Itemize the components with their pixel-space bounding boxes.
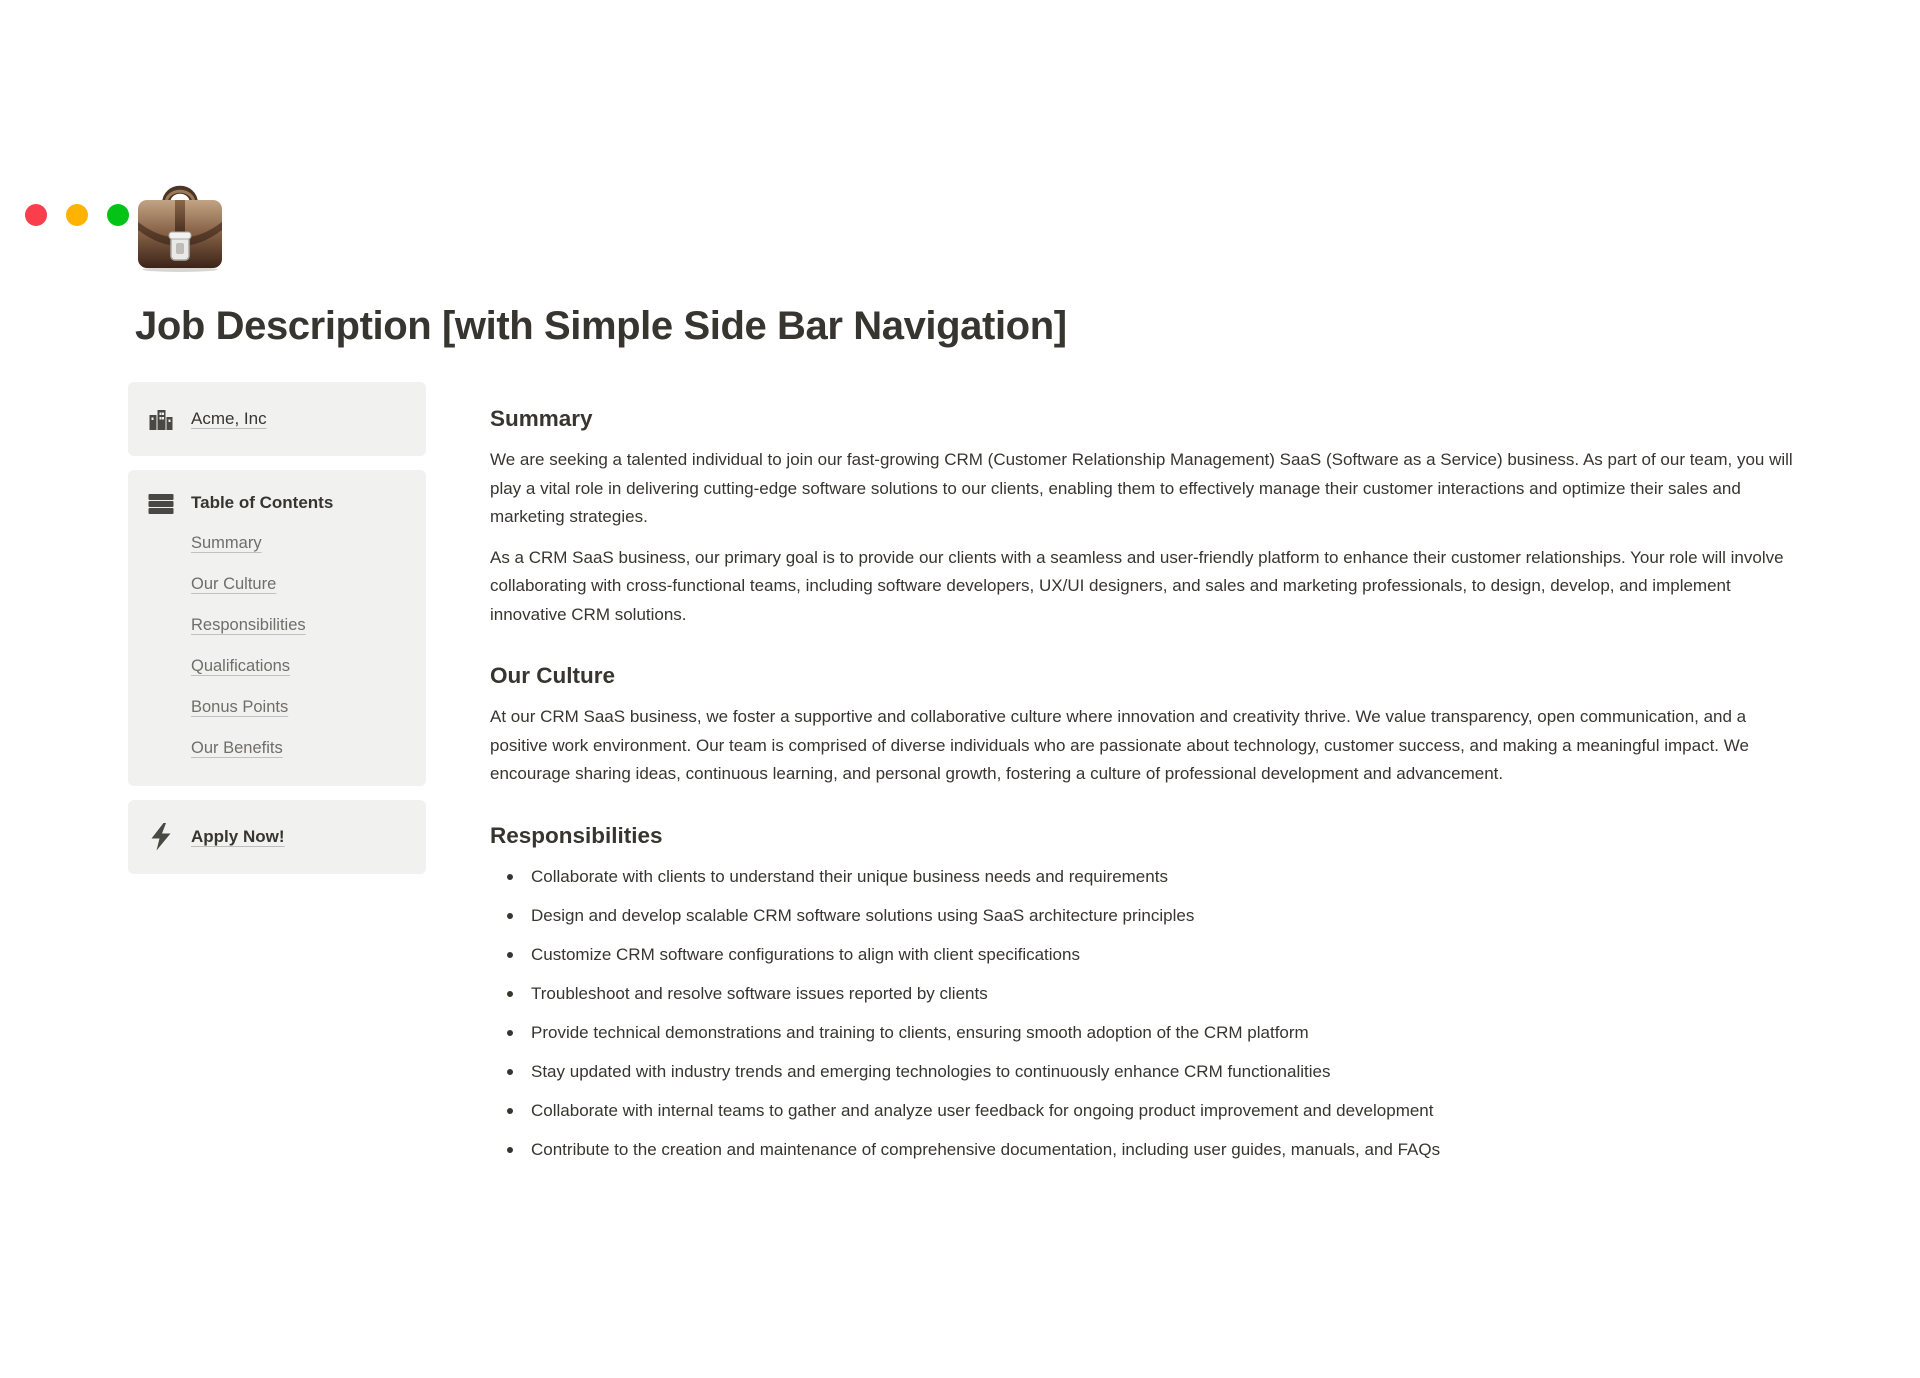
page-title: Job Description [with Simple Side Bar Navigation]	[135, 304, 1067, 348]
toc-title: Table of Contents	[191, 493, 334, 512]
company-page-link[interactable]: Acme, Inc	[191, 409, 267, 428]
section-heading: Summary	[490, 406, 593, 431]
sidebar-apply-card[interactable]	[128, 800, 426, 874]
notion-page	[0, 178, 1920, 1196]
toc-link-our-benefits[interactable]: Our Benefits	[191, 739, 283, 757]
paragraph: As a CRM SaaS business, our primary goal is to provide our clients with a seamless and user-friendly platform to enhance their customer relationships. Your role will involve collaborating with cross-functional teams, including software developers, UX/UI designers, and sales and marketing professionals, to design, develop, and implement innovative CRM solutions.	[490, 547, 1784, 624]
toc-link-bonus-points[interactable]: Bonus Points	[191, 698, 289, 716]
minimize-icon[interactable]	[66, 204, 88, 226]
toc-link-qualifications[interactable]: Qualifications	[191, 657, 291, 675]
sidebar-company-card[interactable]	[128, 382, 426, 456]
paragraph: At our CRM SaaS business, we foster a supportive and collaborative culture where innovation and creativity thrive. We value transparency, open communication, and a positive work environment. Our team is comprised of diverse individuals who are passionate about technology, customer success, and making a meaningful impact. We encourage sharing ideas, continuous learning, and personal growth, fostering a culture of professional development and advancement.	[490, 707, 1749, 783]
section-responsibilities	[490, 821, 1806, 1165]
office-buildings-icon	[148, 406, 174, 432]
briefcase-icon	[135, 178, 225, 272]
list-item: Contribute to the creation and maintenance of comprehensive documentation, including user guides, manuals, and FAQs	[490, 1136, 1806, 1165]
sidebar-toc-card	[128, 470, 426, 786]
toc-link-responsibilities[interactable]: Responsibilities	[191, 616, 306, 634]
close-button[interactable]	[25, 204, 47, 226]
list-item: Collaborate with internal teams to gather and analyze user feedback for ongoing product improvement and development	[490, 1097, 1806, 1126]
zoom-button[interactable]	[107, 204, 129, 226]
toc-header	[148, 490, 406, 516]
responsibilities-list	[490, 863, 1806, 1165]
list-item: Troubleshoot and resolve software issues reported by clients	[490, 980, 1806, 1009]
lightning-bolt-icon	[148, 824, 174, 850]
toc-link-summary[interactable]: Summary	[191, 534, 262, 552]
list-item: Provide technical demonstrations and training to clients, ensuring smooth adoption of the CRM platform	[490, 1019, 1806, 1048]
document-body	[490, 382, 1806, 1196]
minimize-button[interactable]	[66, 204, 88, 226]
list-item: Stay updated with industry trends and emerging technologies to continuously enhance CRM functionalities	[490, 1058, 1806, 1087]
toc-link-our-culture[interactable]: Our Culture	[191, 575, 277, 593]
list-item: Customize CRM software configurations to align with client specifications	[490, 941, 1806, 970]
list-menu-icon	[148, 490, 174, 516]
list-item: Design and develop scalable CRM software solutions using SaaS architecture principles	[490, 902, 1806, 931]
section-heading: Our Culture	[490, 663, 616, 688]
list-item: Collaborate with clients to understand their unique business needs and requirements	[490, 863, 1806, 892]
zoom-icon[interactable]	[107, 204, 129, 226]
content-columns	[128, 382, 1806, 1196]
sidebar	[128, 382, 426, 888]
section-heading: Responsibilities	[490, 822, 663, 848]
page-icon-button[interactable]	[135, 178, 225, 272]
paragraph: We are seeking a talented individual to join our fast-growing CRM (Customer Relationship Management) SaaS (Software as a Service) business. As part of our team, you will play a vital role in delivering cutting-edge software solutions to our clients, enabling them to effectively manage their customer interactions and optimize their sales and marketing strategies.	[490, 450, 1793, 526]
window-controls	[25, 204, 129, 226]
toc-links	[148, 531, 406, 760]
section-summary	[490, 404, 1806, 629]
section-our-culture	[490, 661, 1806, 789]
close-icon[interactable]	[25, 204, 47, 226]
apply-now-link[interactable]: Apply Now!	[191, 827, 285, 846]
